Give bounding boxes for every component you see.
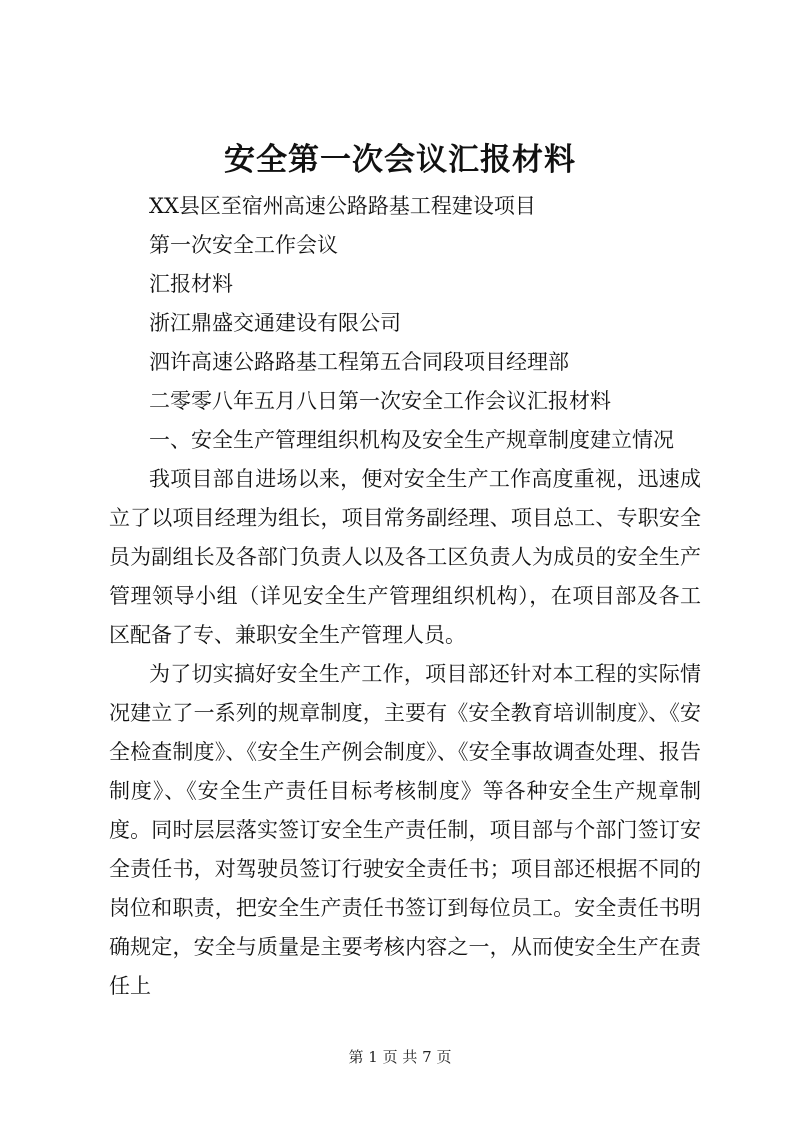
header-line-company: 浙江鼎盛交通建设有限公司: [149, 311, 401, 335]
body-paragraph: 为了切实搞好安全生产工作，项目部还针对本工程的实际情况建立了一系列的规章制度，主要有《安全教育培训制度》、《安全检查制度》、《安全生产例会制度》、《安全事故调查处理、报告制度》、《安全生产责任目标考核制度》等各种安全生产规章制度。同时层层落实签订安全生产责任制，项目部与个部门签订安全责任书，对驾驶员签订行驶安全责任书；项目部还根据不同的岗位和职责，把安全生产责任书签订到每位员工。安全责任书明确规定，安全与质量是主要考核内容之一，从而使安全生产在责任上: [109, 662, 701, 998]
body-paragraph: 我项目部自进场以来，便对安全生产工作高度重视，迅速成立了以项目经理为组长，项目常务副经理、项目总工、专职安全员为副组长及各部门负责人以及各工区负责人为成员的安全生产管理领导小组（详见安全生产管理组织机构），在项目部及各工区配备了专、兼职安全生产管理人员。: [109, 467, 701, 647]
header-line-date: 二零零八年五月八日第一次安全工作会议汇报材料: [149, 389, 611, 413]
section-heading: 一、安全生产管理组织机构及安全生产规章制度建立情况: [149, 428, 674, 452]
document-body: [109, 187, 701, 1006]
page-number-footer: 第 1 页 共 7 页: [348, 1048, 452, 1066]
document-title: 安全第一次会议汇报材料: [224, 142, 576, 178]
header-line-meeting: 第一次安全工作会议: [149, 233, 338, 257]
header-line-department: 泗许高速公路路基工程第五合同段项目经理部: [149, 350, 569, 374]
header-line-report: 汇报材料: [149, 272, 233, 296]
header-line-project: XX县区至宿州高速公路路基工程建设项目: [149, 194, 536, 218]
